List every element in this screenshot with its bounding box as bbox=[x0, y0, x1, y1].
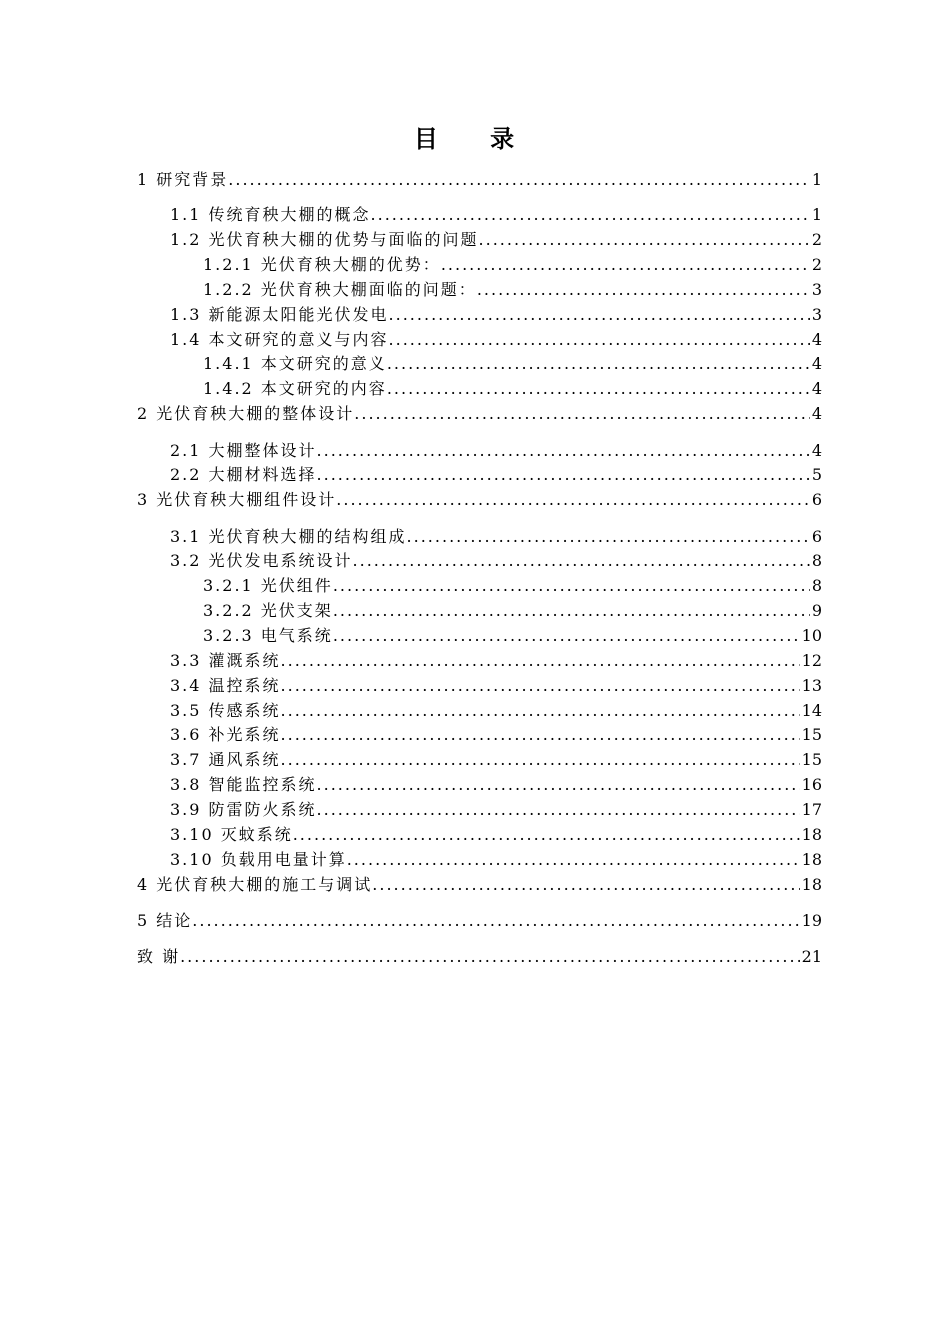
toc-entry[interactable] bbox=[137, 402, 822, 426]
toc-entry-page: 10 bbox=[801, 626, 822, 645]
toc-leader-dots bbox=[387, 377, 810, 401]
toc-entry-label: 1.4 本文研究的意义与内容 bbox=[170, 330, 389, 349]
toc-entry-page: 21 bbox=[801, 947, 822, 966]
toc-leader-dots bbox=[180, 945, 800, 969]
toc-leader-dots bbox=[281, 723, 800, 747]
toc-entry[interactable] bbox=[137, 168, 822, 192]
toc-entry[interactable] bbox=[170, 328, 822, 352]
toc-entry-label: 3.5 传感系统 bbox=[170, 701, 281, 720]
toc-entry[interactable] bbox=[170, 723, 822, 747]
toc-leader-dots bbox=[389, 303, 810, 327]
toc-leader-dots bbox=[389, 328, 810, 352]
toc-entry-label: 致 谢 bbox=[137, 947, 181, 966]
toc-leader-dots bbox=[293, 823, 800, 847]
toc-entry-label: 3.2 光伏发电系统设计 bbox=[170, 551, 353, 570]
toc-entry[interactable] bbox=[203, 574, 822, 598]
toc-entry-page: 4 bbox=[811, 441, 822, 460]
toc-entry-page: 4 bbox=[811, 379, 822, 398]
toc-entry-label: 1.1 传统育秧大棚的概念 bbox=[170, 205, 371, 224]
toc-leader-dots bbox=[317, 773, 800, 797]
toc-entry-label: 3.2.2 光伏支架 bbox=[203, 601, 333, 620]
toc-entry-page: 6 bbox=[811, 527, 822, 546]
toc-entry-label: 3.10 负载用电量计算 bbox=[170, 850, 347, 869]
toc-entry-page: 4 bbox=[811, 330, 822, 349]
toc-entry[interactable] bbox=[137, 909, 822, 933]
toc-entry[interactable] bbox=[170, 748, 822, 772]
toc-leader-dots bbox=[333, 574, 810, 598]
toc-leader-dots bbox=[333, 624, 800, 648]
toc-entry-label: 1.2.2 光伏育秧大棚面临的问题： bbox=[203, 280, 477, 299]
toc-leader-dots bbox=[317, 798, 800, 822]
toc-entry-label: 3.10 灭蚊系统 bbox=[170, 825, 293, 844]
toc-entry-page: 8 bbox=[811, 551, 822, 570]
toc-entry[interactable] bbox=[137, 488, 822, 512]
toc-entry-label: 3.9 防雷防火系统 bbox=[170, 800, 317, 819]
toc-leader-dots bbox=[192, 909, 799, 933]
toc-entry-page: 18 bbox=[801, 825, 822, 844]
toc-entry-page: 18 bbox=[801, 875, 822, 894]
toc-entry-page: 4 bbox=[811, 354, 822, 373]
toc-entry-label: 2.1 大棚整体设计 bbox=[170, 441, 317, 460]
toc-leader-dots bbox=[336, 488, 810, 512]
toc-entry-label: 2.2 大棚材料选择 bbox=[170, 465, 317, 484]
toc-entry[interactable] bbox=[170, 203, 822, 227]
toc-entry-label: 4 光伏育秧大棚的施工与调试 bbox=[137, 875, 373, 894]
toc-entry[interactable] bbox=[170, 303, 822, 327]
toc-entry[interactable] bbox=[170, 848, 822, 872]
toc-leader-dots bbox=[371, 203, 810, 227]
toc-entry-label: 2 光伏育秧大棚的整体设计 bbox=[137, 404, 355, 423]
toc-entry-page: 19 bbox=[801, 911, 822, 930]
toc-leader-dots bbox=[281, 674, 800, 698]
toc-leader-dots bbox=[407, 525, 810, 549]
toc-entry[interactable] bbox=[170, 674, 822, 698]
toc-leader-dots bbox=[479, 228, 810, 252]
toc-entry[interactable] bbox=[170, 439, 822, 463]
toc-leader-dots bbox=[228, 168, 810, 192]
toc-entry[interactable] bbox=[170, 549, 822, 573]
toc-entry[interactable] bbox=[203, 624, 822, 648]
toc-entry-page: 1 bbox=[811, 170, 822, 189]
toc-entry[interactable] bbox=[170, 699, 822, 723]
toc-entry-label: 5 结论 bbox=[137, 911, 193, 930]
toc-entry-page: 13 bbox=[801, 676, 822, 695]
toc-entry[interactable] bbox=[203, 253, 822, 277]
toc-entry[interactable] bbox=[203, 352, 822, 376]
toc-entry-page: 18 bbox=[801, 850, 822, 869]
toc-leader-dots bbox=[347, 848, 800, 872]
toc-entry-label: 3.3 灌溉系统 bbox=[170, 651, 281, 670]
toc-entry[interactable] bbox=[137, 873, 822, 897]
toc-entry[interactable] bbox=[170, 463, 822, 487]
toc-entry-page: 5 bbox=[811, 465, 822, 484]
toc-entry-page: 9 bbox=[811, 601, 822, 620]
toc-entry[interactable] bbox=[203, 278, 822, 302]
toc-entry-label: 1.4.2 本文研究的内容 bbox=[203, 379, 387, 398]
toc-leader-dots bbox=[353, 549, 810, 573]
toc-entry-label: 3 光伏育秧大棚组件设计 bbox=[137, 490, 337, 509]
toc-leader-dots bbox=[441, 253, 810, 277]
toc-entry-page: 6 bbox=[811, 490, 822, 509]
toc-entry-label: 1.3 新能源太阳能光伏发电 bbox=[170, 305, 389, 324]
toc-entry-label: 1 研究背景 bbox=[137, 170, 229, 189]
toc-entry[interactable] bbox=[170, 649, 822, 673]
toc-entry-page: 3 bbox=[811, 280, 822, 299]
toc-leader-dots bbox=[372, 873, 799, 897]
toc-entry-page: 16 bbox=[801, 775, 822, 794]
toc-entry[interactable] bbox=[137, 945, 822, 969]
toc-entry[interactable] bbox=[203, 377, 822, 401]
toc-leader-dots bbox=[477, 278, 810, 302]
toc-entry-page: 8 bbox=[811, 576, 822, 595]
toc-entry[interactable] bbox=[170, 798, 822, 822]
toc-entry-label: 1.2.1 光伏育秧大棚的优势： bbox=[203, 255, 441, 274]
toc-leader-dots bbox=[317, 463, 810, 487]
toc-entry-page: 2 bbox=[811, 230, 822, 249]
toc-entry[interactable] bbox=[170, 823, 822, 847]
toc-entry-label: 3.4 温控系统 bbox=[170, 676, 281, 695]
toc-entry-page: 3 bbox=[811, 305, 822, 324]
toc-leader-dots bbox=[281, 748, 800, 772]
toc-entry-label: 3.2.1 光伏组件 bbox=[203, 576, 333, 595]
toc-entry-page: 1 bbox=[811, 205, 822, 224]
toc-entry[interactable] bbox=[170, 525, 822, 549]
toc-entry-label: 3.7 通风系统 bbox=[170, 750, 281, 769]
toc-entry-label: 1.4.1 本文研究的意义 bbox=[203, 354, 387, 373]
toc-leader-dots bbox=[387, 352, 810, 376]
toc-entry-page: 15 bbox=[801, 750, 822, 769]
toc-entry-page: 15 bbox=[801, 725, 822, 744]
toc-title: 目 录 bbox=[413, 124, 537, 153]
toc-leader-dots bbox=[281, 699, 800, 723]
toc-entry-label: 3.8 智能监控系统 bbox=[170, 775, 317, 794]
toc-entry[interactable] bbox=[203, 599, 822, 623]
toc-entry-label: 3.1 光伏育秧大棚的结构组成 bbox=[170, 527, 407, 546]
toc-leader-dots bbox=[281, 649, 800, 673]
toc-entry-page: 14 bbox=[801, 701, 822, 720]
toc-leader-dots bbox=[317, 439, 810, 463]
toc-entry-page: 2 bbox=[811, 255, 822, 274]
toc-entry[interactable] bbox=[170, 228, 822, 252]
toc-leader-dots bbox=[333, 599, 810, 623]
toc-entry-page: 17 bbox=[801, 800, 822, 819]
toc-entry-label: 3.6 补光系统 bbox=[170, 725, 281, 744]
toc-entry-page: 12 bbox=[801, 651, 822, 670]
toc-entry-page: 4 bbox=[811, 404, 822, 423]
toc-entry-label: 1.2 光伏育秧大棚的优势与面临的问题 bbox=[170, 230, 479, 249]
toc-leader-dots bbox=[354, 402, 810, 426]
toc-entry-label: 3.2.3 电气系统 bbox=[203, 626, 333, 645]
toc-entry[interactable] bbox=[170, 773, 822, 797]
